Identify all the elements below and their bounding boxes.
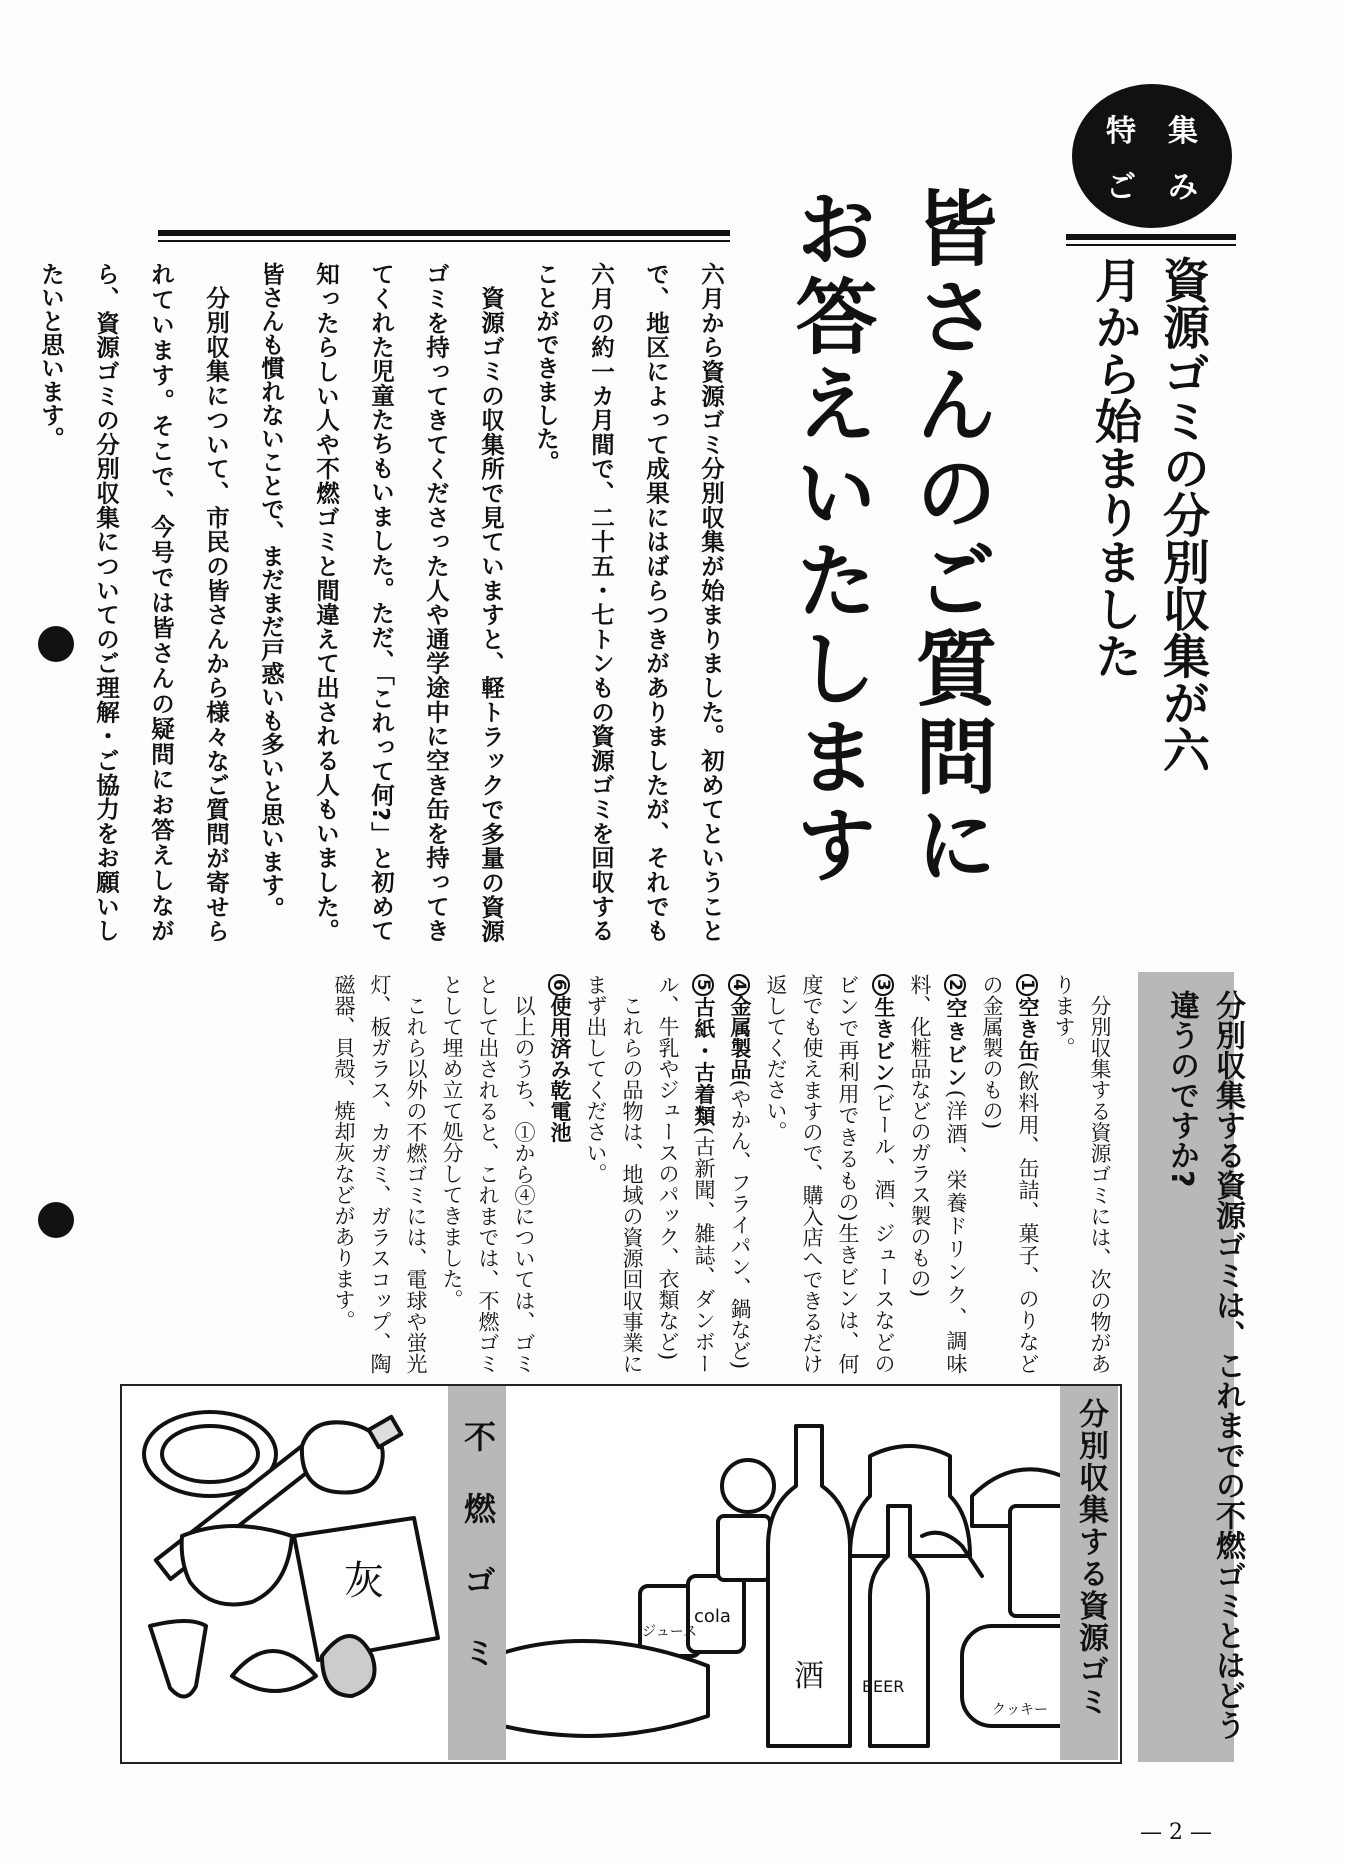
- garbage-illustration: [122, 1386, 1120, 1762]
- sake-label: 酒: [794, 1659, 824, 1694]
- header-rule-right: [1066, 234, 1236, 240]
- badge-char-1: 集: [1168, 114, 1198, 149]
- answer-item-3: [758, 974, 902, 1374]
- item-title: 金属製品: [728, 995, 752, 1080]
- number-circle-icon: 4: [728, 974, 750, 996]
- header-rule-right-thin: [1066, 244, 1236, 246]
- sake-bottle-icon: [768, 1426, 850, 1746]
- intro-text: [37, 262, 738, 943]
- feature-badge: [1072, 84, 1232, 228]
- number-circle-icon: 5: [692, 974, 714, 996]
- badge-char-4: ご: [1106, 170, 1136, 205]
- food-can-icon: [718, 1516, 770, 1580]
- number-circle-icon: 6: [548, 974, 570, 996]
- header-rule-left-thin: [158, 240, 730, 242]
- item-title: 生きビン: [872, 995, 896, 1084]
- number-circle-icon: 3: [872, 974, 894, 996]
- answer-item-1: [974, 974, 1046, 1374]
- answer-item-4: [722, 974, 758, 1374]
- answer-closing: これら以外の不燃ゴミには、電球や蛍光灯、板ガラス、カガミ、ガラスコップ、陶磁器、貝殻、焼却灰などがあります。: [332, 974, 428, 1374]
- punch-hole-bottom: [38, 1202, 74, 1238]
- juice-label: ジュース: [642, 1624, 698, 1640]
- broken-glass-icon: [150, 1621, 206, 1697]
- item-text: (洋酒、栄養ドリンク、調味料、化粧品などのガラス製のもの): [908, 974, 968, 1375]
- beer-label: BEER: [862, 1677, 905, 1696]
- badge-char-3: 特: [1106, 114, 1136, 149]
- answer-middle: これらの品物は、地域の資源回収事業にまず出してください。: [584, 974, 644, 1374]
- ceramic-bowl-icon: [182, 1526, 292, 1605]
- intro-paragraph-3: 分別収集について、市民の皆さんから様々なご質問が寄せられています。そこで、今号では皆さんの疑問にお答えしながら、資源ゴミの分別収集についてのご理解・ご協力をお願いしたいと思います。: [37, 262, 230, 942]
- answer-lead: 分別収集する資源ゴミには、次の物があります。: [1052, 974, 1112, 1375]
- badge-char-2: み: [1168, 170, 1198, 205]
- nonburnable-label: 不燃ゴミ: [459, 1420, 497, 1708]
- main-title: 皆さんのご質問にお答えいたします: [782, 186, 998, 890]
- subtitle: 資源ゴミの分別収集が六月から始まりました: [1087, 256, 1210, 773]
- item-title: 使用済み乾電池: [548, 995, 572, 1143]
- item-title: 古紙・古着類: [692, 995, 716, 1127]
- answer-item-2: [902, 974, 974, 1374]
- illustration-box: [120, 1384, 1122, 1764]
- answer-after6: 以上のうち、①から④については、ゴミとして出されると、これまでは、不燃ゴミとして埋め立て処分してきました。: [440, 974, 536, 1374]
- shell-icon: [232, 1651, 316, 1691]
- resource-label: 分別収集する資源ゴミ: [1073, 1398, 1108, 1718]
- item-text: (古新聞、雑誌、ダンボール、牛乳やジュースのパック、衣類など): [656, 974, 716, 1374]
- intro-paragraph-2: 資源ゴミの収集所で見ていますと、軽トラックで多量の資源ゴミを持ってきてくださった人や通学途中に空き缶を持ってきてくれた児童たちもいました。ただ、「これって何?」と初めて知ったらしい人や不燃ゴミと間違えて出される人もいました。皆さんも慣れないことで、まだまだ戸惑いも多いと思います。: [257, 262, 505, 943]
- intro-paragraph-1: 六月から資源ゴミ分別収集が始まりました。初めてということで、地区によって成果にはばらつきがありましたが、それでも六月の約一カ月間で、二十五・七トンもの資源ゴミを回収することができました。: [532, 262, 725, 942]
- cola-label: cola: [694, 1606, 731, 1627]
- answer-item-6: [542, 974, 578, 1374]
- header-rule-left: [158, 230, 730, 236]
- answer-item-5: [650, 974, 722, 1374]
- item-title: 空きビン: [944, 995, 968, 1090]
- cookie-label: クッキー: [992, 1702, 1048, 1718]
- item-text: (やかん、フライパン、鍋など): [728, 1079, 752, 1370]
- page-number: — 2 —: [1140, 1820, 1212, 1845]
- number-circle-icon: 1: [1016, 974, 1038, 996]
- question-text: 分別収集する資源ゴミは、これまでの不燃ゴミとはどう違うのですか?: [1164, 990, 1245, 1740]
- item-title: 空き缶: [1016, 995, 1040, 1062]
- ash-label: 灰: [344, 1558, 384, 1604]
- number-circle-icon: 2: [944, 974, 966, 996]
- item-text: (ビール、酒、ジュースなどのビンで再利用できるもの)生きビンは、何度でも使えますので、購入店へできるだけ返してください。: [764, 974, 896, 1375]
- item-text: (飲料用、缶詰、菓子、のりなどの金属製のもの): [980, 974, 1040, 1375]
- answer-text: [118, 974, 1118, 1374]
- conch-shell-icon: [322, 1636, 375, 1696]
- bottle-cap-icon: [722, 1460, 774, 1512]
